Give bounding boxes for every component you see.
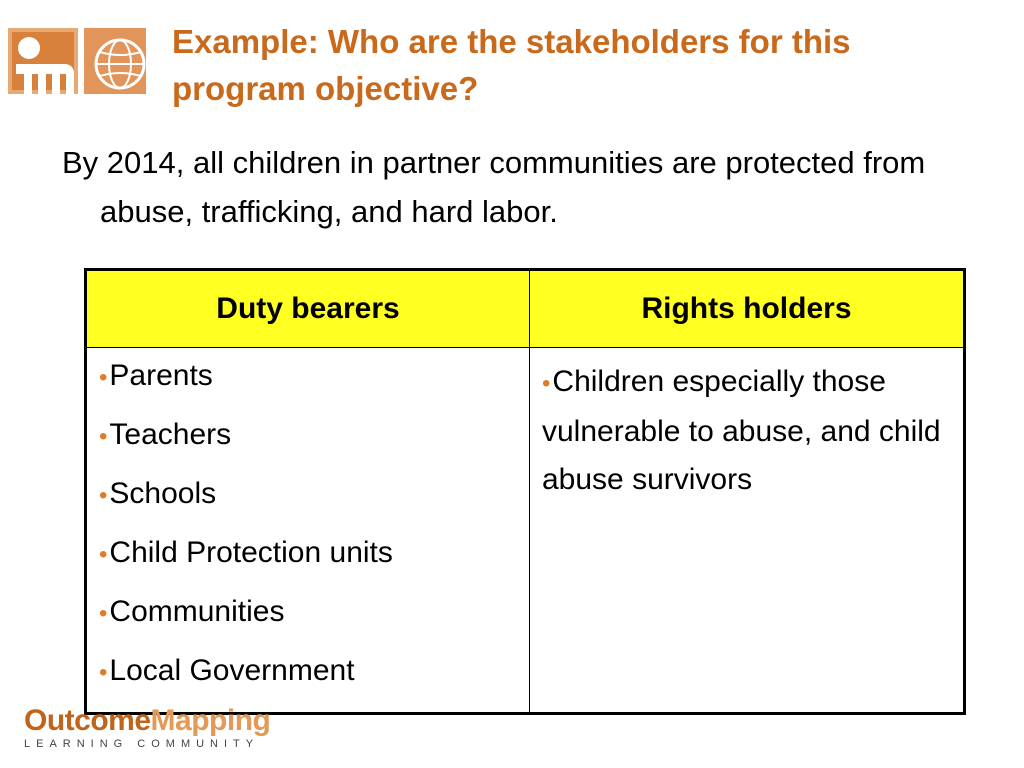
brand-part-outcome: Outcome xyxy=(24,704,151,737)
duty-bearer-schools: Schools xyxy=(109,477,217,510)
om-logo-icon xyxy=(8,28,78,94)
program-objective: By 2014, all children in partner communities are protected from abuse, trafficking, and hard labor. xyxy=(62,145,926,229)
table-row xyxy=(86,348,965,714)
list-item xyxy=(99,594,519,632)
brand-tagline: LEARNING COMMUNITY xyxy=(24,738,260,750)
list-item xyxy=(99,476,519,514)
list-item xyxy=(99,535,519,573)
duty-bearers-list xyxy=(99,358,519,691)
duty-bearers-cell xyxy=(86,348,530,714)
duty-bearer-child-protection-units: Child Protection units xyxy=(109,536,393,569)
brand-part-mapping: Mapping xyxy=(150,704,271,737)
slide-title: Example: Who are the stakeholders for this program objective? xyxy=(172,23,851,107)
duty-bearer-local-government: Local Government xyxy=(109,654,355,687)
duty-bearer-communities: Communities xyxy=(109,595,285,628)
bullet-icon: • xyxy=(99,482,108,509)
bullet-icon: • xyxy=(99,423,108,450)
rights-holders-cell xyxy=(530,348,965,714)
bullet-icon: • xyxy=(99,659,108,686)
rights-holders-list xyxy=(542,358,953,504)
bullet-icon: • xyxy=(99,600,108,627)
brand-name xyxy=(24,705,270,737)
list-item xyxy=(542,358,953,504)
globe-logo-icon xyxy=(84,28,146,94)
duty-bearer-teachers: Teachers xyxy=(109,418,232,451)
rights-holder-children: Children especially those vulnerable to abuse, and child abuse survivors xyxy=(542,365,941,496)
bullet-icon: • xyxy=(99,364,108,391)
list-item xyxy=(99,358,519,396)
table-header-row xyxy=(86,270,965,348)
bullet-icon: • xyxy=(99,541,108,568)
stakeholder-table xyxy=(84,268,966,715)
header-rights-holders: Rights holders xyxy=(530,270,965,348)
duty-bearer-parents: Parents xyxy=(109,359,213,392)
bullet-icon: • xyxy=(542,370,551,397)
list-item xyxy=(99,417,519,455)
list-item xyxy=(99,653,519,691)
outcome-mapping-logo xyxy=(24,705,270,750)
header-duty-bearers: Duty bearers xyxy=(86,270,530,348)
